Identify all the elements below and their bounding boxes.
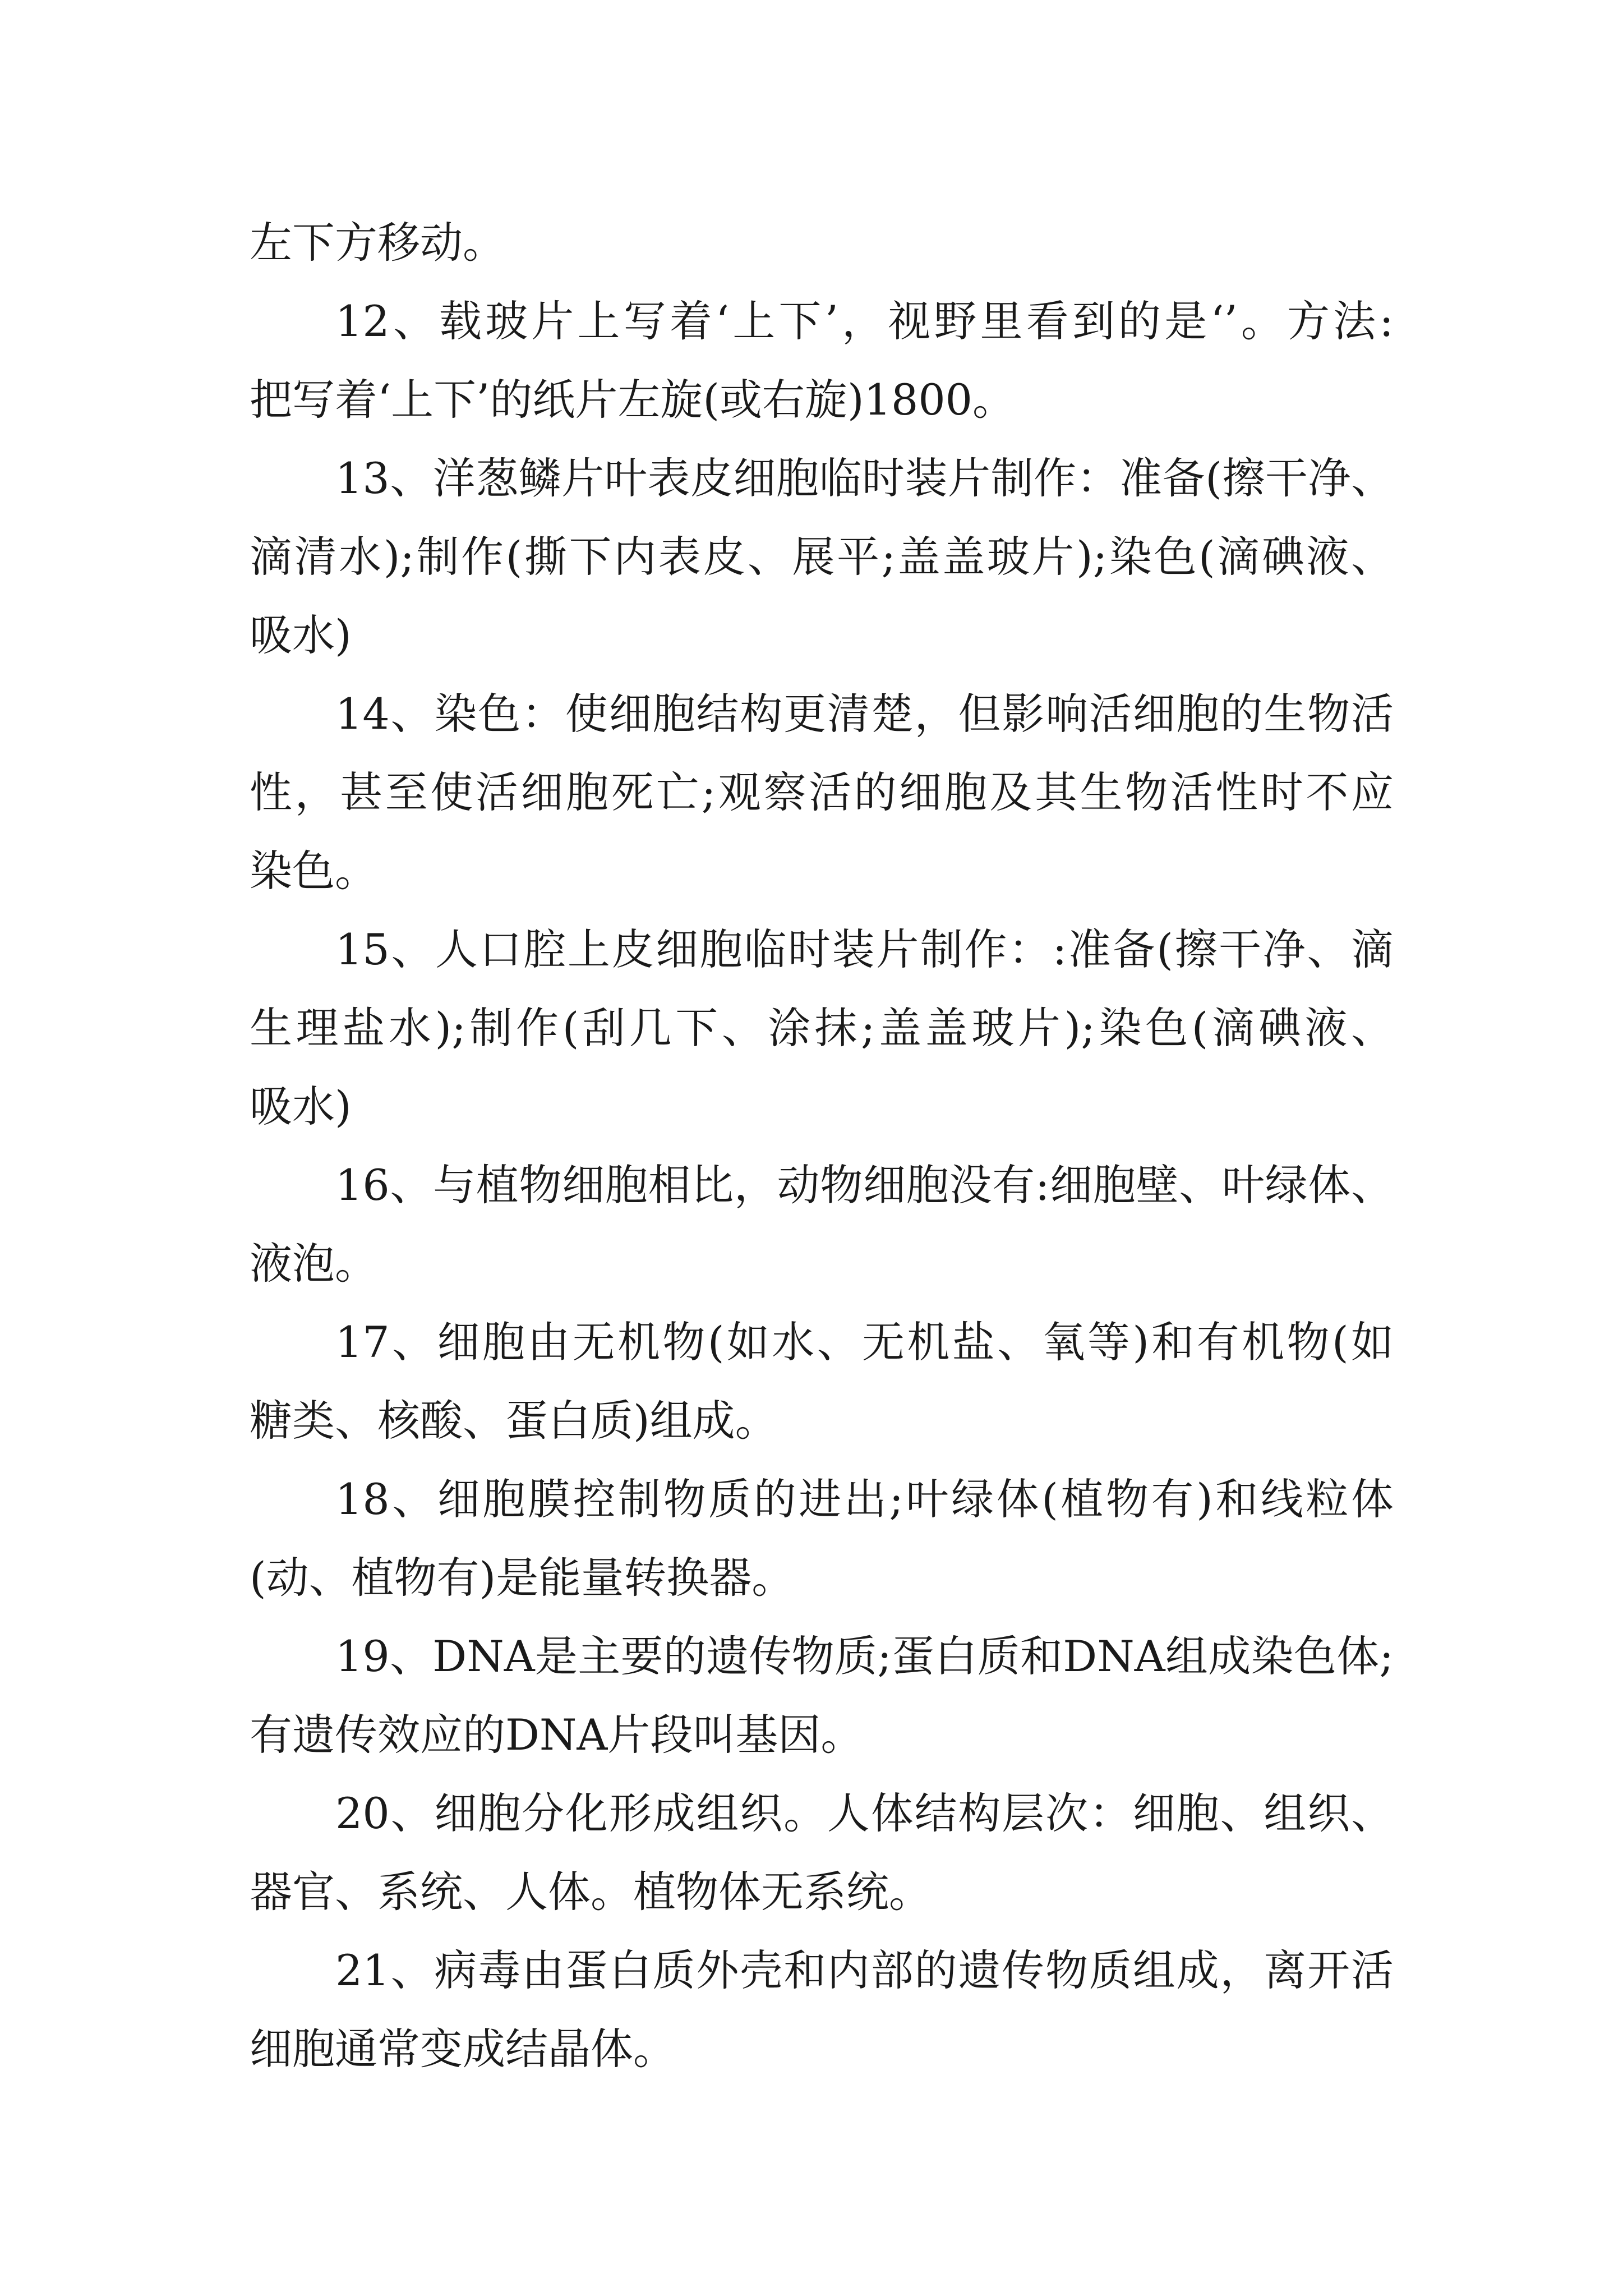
text-line: 有遗传效应的DNA片段叫基因。	[250, 1710, 864, 1760]
text-line: 左下方移动。	[250, 218, 505, 268]
text-line: 17、细胞由无机物(如水、无机盐、氧等)和有机物(如	[335, 1317, 1394, 1367]
text-line: 21、病毒由蛋白质外壳和内部的遗传物质组成，离开活	[335, 1945, 1394, 1995]
text-line: 20、细胞分化形成组织。人体结构层次：细胞、组织、	[335, 1788, 1394, 1838]
text-line: (动、植物有)是能量转换器。	[250, 1553, 795, 1603]
text-line: 15、人口腔上皮细胞临时装片制作：:准备(擦干净、滴	[335, 924, 1394, 974]
text-line: 液泡。	[250, 1239, 377, 1289]
text-line: 细胞通常变成结晶体。	[250, 2024, 676, 2074]
text-line: 性，甚至使活细胞死亡;观察活的细胞及其生物活性时不应	[250, 767, 1394, 817]
text-line: 13、洋葱鳞片叶表皮细胞临时装片制作：准备(擦干净、	[335, 453, 1394, 503]
text-line: 吸水)	[250, 1082, 352, 1131]
text-line: 12、载玻片上写着‘上下’，视野里看到的是‘’。方法:	[335, 296, 1394, 346]
text-line: 滴清水);制作(撕下内表皮、展平;盖盖玻片);染色(滴碘液、	[250, 532, 1394, 582]
text-line: 吸水)	[250, 610, 352, 660]
text-line: 染色。	[250, 846, 377, 896]
text-line: 生理盐水);制作(刮几下、涂抹;盖盖玻片);染色(滴碘液、	[250, 1003, 1394, 1053]
text-line: 18、细胞膜控制物质的进出;叶绿体(植物有)和线粒体	[335, 1474, 1394, 1524]
text-line: 糖类、核酸、蛋白质)组成。	[250, 1396, 778, 1446]
text-line: 器官、系统、人体。植物体无系统。	[250, 1867, 932, 1917]
text-line: 16、与植物细胞相比，动物细胞没有:细胞壁、叶绿体、	[335, 1160, 1394, 1210]
text-line: 14、染色：使细胞结构更清楚，但影响活细胞的生物活	[335, 689, 1394, 739]
text-line: 把写着‘上下’的纸片左旋(或右旋)1800。	[250, 375, 1016, 425]
text-line: 19、DNA是主要的遗传物质;蛋白质和DNA组成染色体;	[335, 1631, 1394, 1681]
